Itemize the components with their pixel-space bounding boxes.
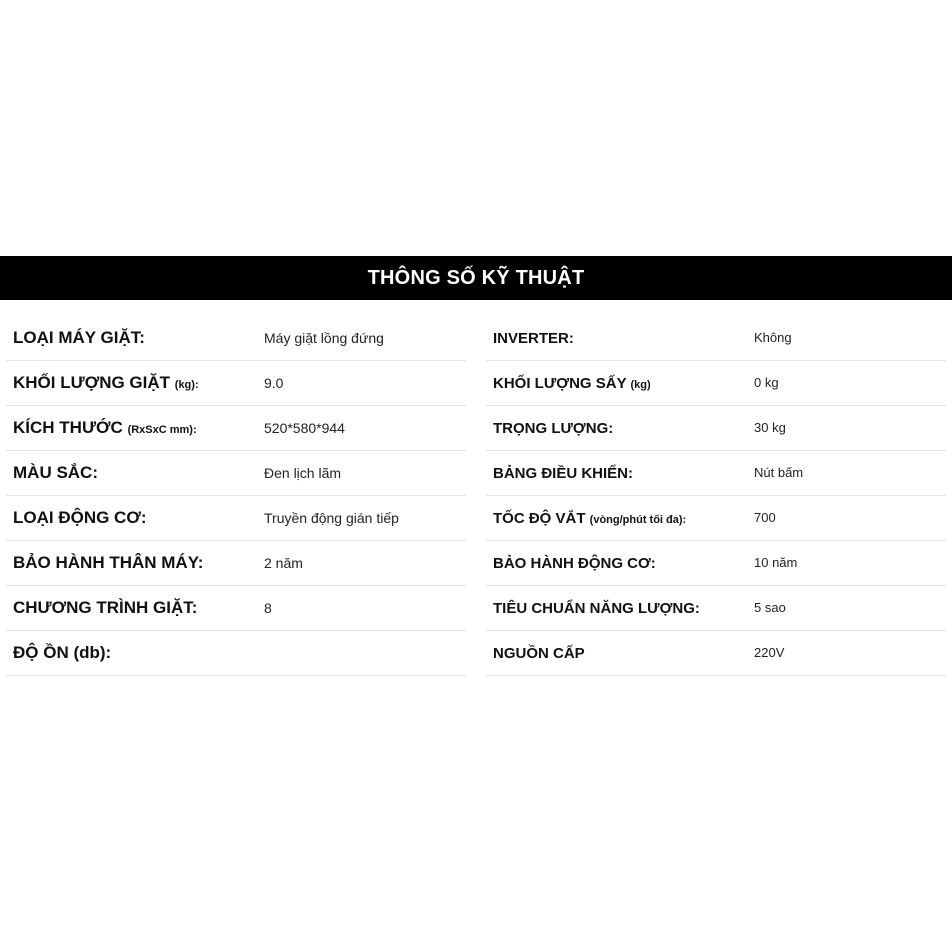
spec-label [13,553,203,573]
spec-row [6,361,466,406]
spec-row [6,406,466,451]
spec-value: 9.0 [264,375,284,391]
spec-value: 220V [754,645,785,660]
spec-row [486,631,946,676]
spec-label-text: LOẠI MÁY GIẶT: [13,328,145,347]
spec-column-left [6,316,466,676]
spec-label [13,328,145,348]
spec-row [486,406,946,451]
spec-column-right [486,316,946,676]
spec-label [493,465,633,482]
spec-row [486,451,946,496]
spec-row [486,316,946,361]
spec-label-text: CHƯƠNG TRÌNH GIẶT: [13,598,198,617]
spec-row [6,631,466,676]
spec-value: 700 [754,510,776,525]
spec-value: 30 kg [754,420,786,435]
spec-label [493,555,656,572]
spec-label-text: BẢO HÀNH ĐỘNG CƠ: [493,555,656,572]
spec-value: 5 sao [754,600,786,615]
spec-label [493,645,585,662]
spec-row [6,316,466,361]
spec-label [13,643,111,663]
spec-label [493,510,686,527]
spec-value: Không [754,330,792,345]
spec-row [486,361,946,406]
spec-label-text: KÍCH THƯỚC [13,418,123,437]
spec-value: 520*580*944 [264,420,345,436]
spec-row [486,586,946,631]
spec-label [493,420,613,437]
spec-row [6,496,466,541]
spec-label-text: ĐỘ ỒN (db): [13,643,112,662]
spec-label-text: BẢO HÀNH THÂN MÁY: [13,553,204,572]
spec-value: Nút bấm [754,465,804,480]
spec-unit: (kg) [630,379,651,391]
spec-label [493,330,574,347]
spec-value: 8 [264,600,272,616]
spec-row [486,496,946,541]
spec-row [486,541,946,586]
spec-row [6,451,466,496]
spec-value: 10 năm [754,555,798,570]
spec-label-text: MÀU SẮC: [13,463,98,482]
spec-value: 2 năm [264,555,303,571]
page-title: THÔNG SỐ KỸ THUẬT [367,266,585,289]
spec-label-text: BẢNG ĐIỀU KHIỂN: [493,465,634,482]
spec-label [493,375,651,392]
spec-label [13,463,98,483]
spec-unit: (vòng/phút tối đa): [589,514,687,526]
spec-label [13,418,197,438]
spec-header-bar [0,256,952,300]
spec-label-text: INVERTER: [493,330,574,347]
spec-label-text: LOẠI ĐỘNG CƠ: [13,508,147,527]
spec-label [13,373,199,393]
spec-value: Máy giặt lồng đứng [264,330,384,346]
spec-label-text: TỐC ĐỘ VẮT [493,510,586,527]
spec-value: 0 kg [754,375,779,390]
spec-unit: (RxSxC mm): [127,424,197,436]
spec-value: Truyền động gián tiếp [264,510,399,526]
spec-label-text: NGUỒN CẤP [493,645,585,662]
spec-label [13,598,197,618]
spec-label-text: KHỐI LƯỢNG SẤY [493,375,627,392]
spec-label-text: TRỌNG LƯỢNG: [493,420,614,437]
spec-label-text: TIÊU CHUẨN NĂNG LƯỢNG: [493,600,700,617]
spec-label [493,600,700,617]
spec-row [6,586,466,631]
spec-unit: (kg): [174,379,199,391]
spec-value: Đen lịch lãm [264,465,342,481]
spec-row [6,541,466,586]
spec-label [13,508,147,528]
spec-label-text: KHỐI LƯỢNG GIẶT [13,373,171,392]
